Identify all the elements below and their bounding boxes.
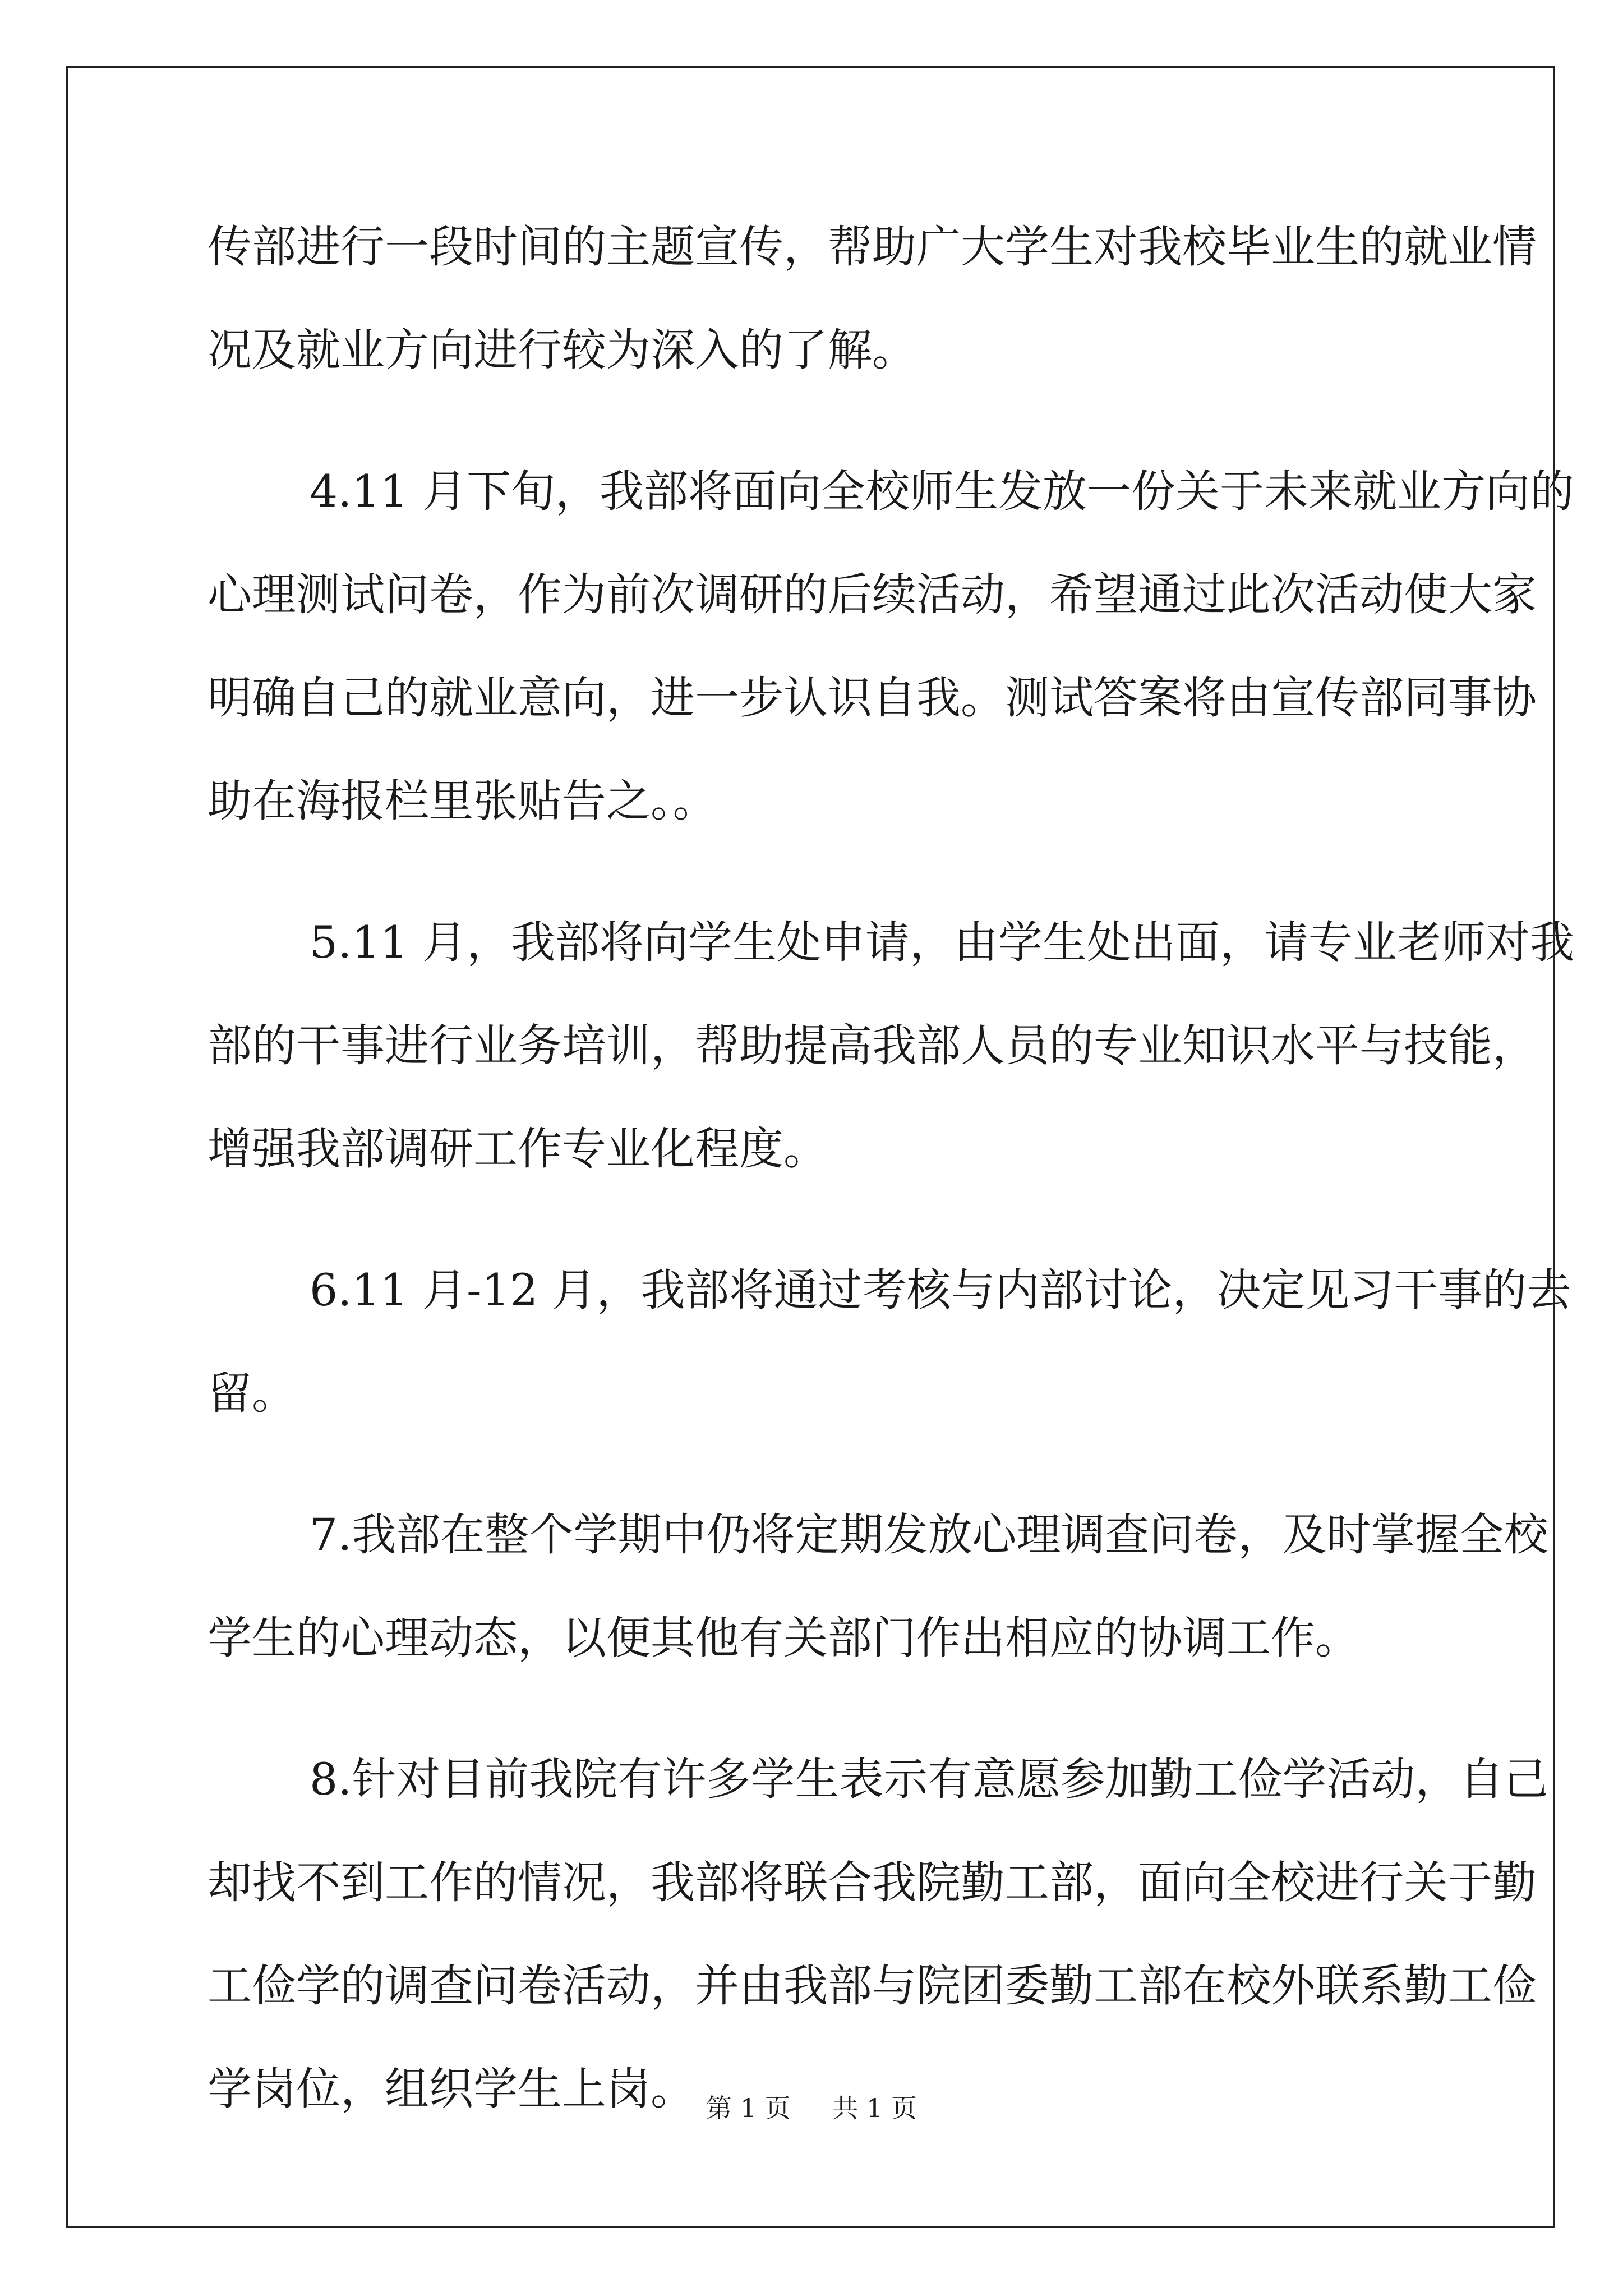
text-line: 学岗位，组织学生上岗。 — [208, 2063, 695, 2115]
text-line: 工俭学的调查问卷活动，并由我部与院团委勤工部在校外联系勤工俭 — [208, 1960, 1537, 2012]
text-line: 增强我部调研工作专业化程度。 — [208, 1123, 828, 1175]
page-number: 第 1 页 — [706, 2093, 791, 2123]
page-total: 共 1 页 — [832, 2093, 917, 2123]
text-line: 6.11 月-12 月，我部将通过考核与内部讨论，决定见习干事的去 — [310, 1264, 1571, 1316]
document-body — [208, 219, 1575, 2202]
text-line: 传部进行一段时间的主题宣传，帮助广大学生对我校毕业生的就业情 — [208, 221, 1537, 273]
text-line: 4.11 月下旬，我部将面向全校师生发放一份关于未来就业方向的 — [310, 466, 1575, 517]
text-line: 学生的心理动态，以便其他有关部门作出相应的协调工作。 — [208, 1612, 1359, 1664]
text-line: 心理测试问卷，作为前次调研的后续活动，希望通过此次活动使大家 — [208, 569, 1537, 620]
text-line: 助在海报栏里张贴告之。。 — [208, 775, 717, 827]
text-line: 7.我部在整个学期中仍将定期发放心理调查问卷，及时掌握全校 — [310, 1509, 1548, 1561]
text-line: 况及就业方向进行较为深入的了解。 — [208, 324, 916, 376]
text-line: 部的干事进行业务培训，帮助提高我部人员的专业知识水平与技能， — [208, 1020, 1537, 1071]
text-line: 明确自己的就业意向，进一步认识自我。测试答案将由宣传部同事协 — [208, 672, 1537, 724]
text-line: 却找不到工作的情况，我部将联合我院勤工部，面向全校进行关于勤 — [208, 1857, 1537, 1908]
text-line: 留。 — [208, 1368, 296, 1419]
page-footer — [0, 2088, 1623, 2125]
text-line: 5.11 月，我部将向学生处申请，由学生处出面，请专业老师对我 — [310, 917, 1575, 968]
text-line: 8.针对目前我院有许多学生表示有意愿参加勤工俭学活动，自己 — [310, 1754, 1548, 1805]
